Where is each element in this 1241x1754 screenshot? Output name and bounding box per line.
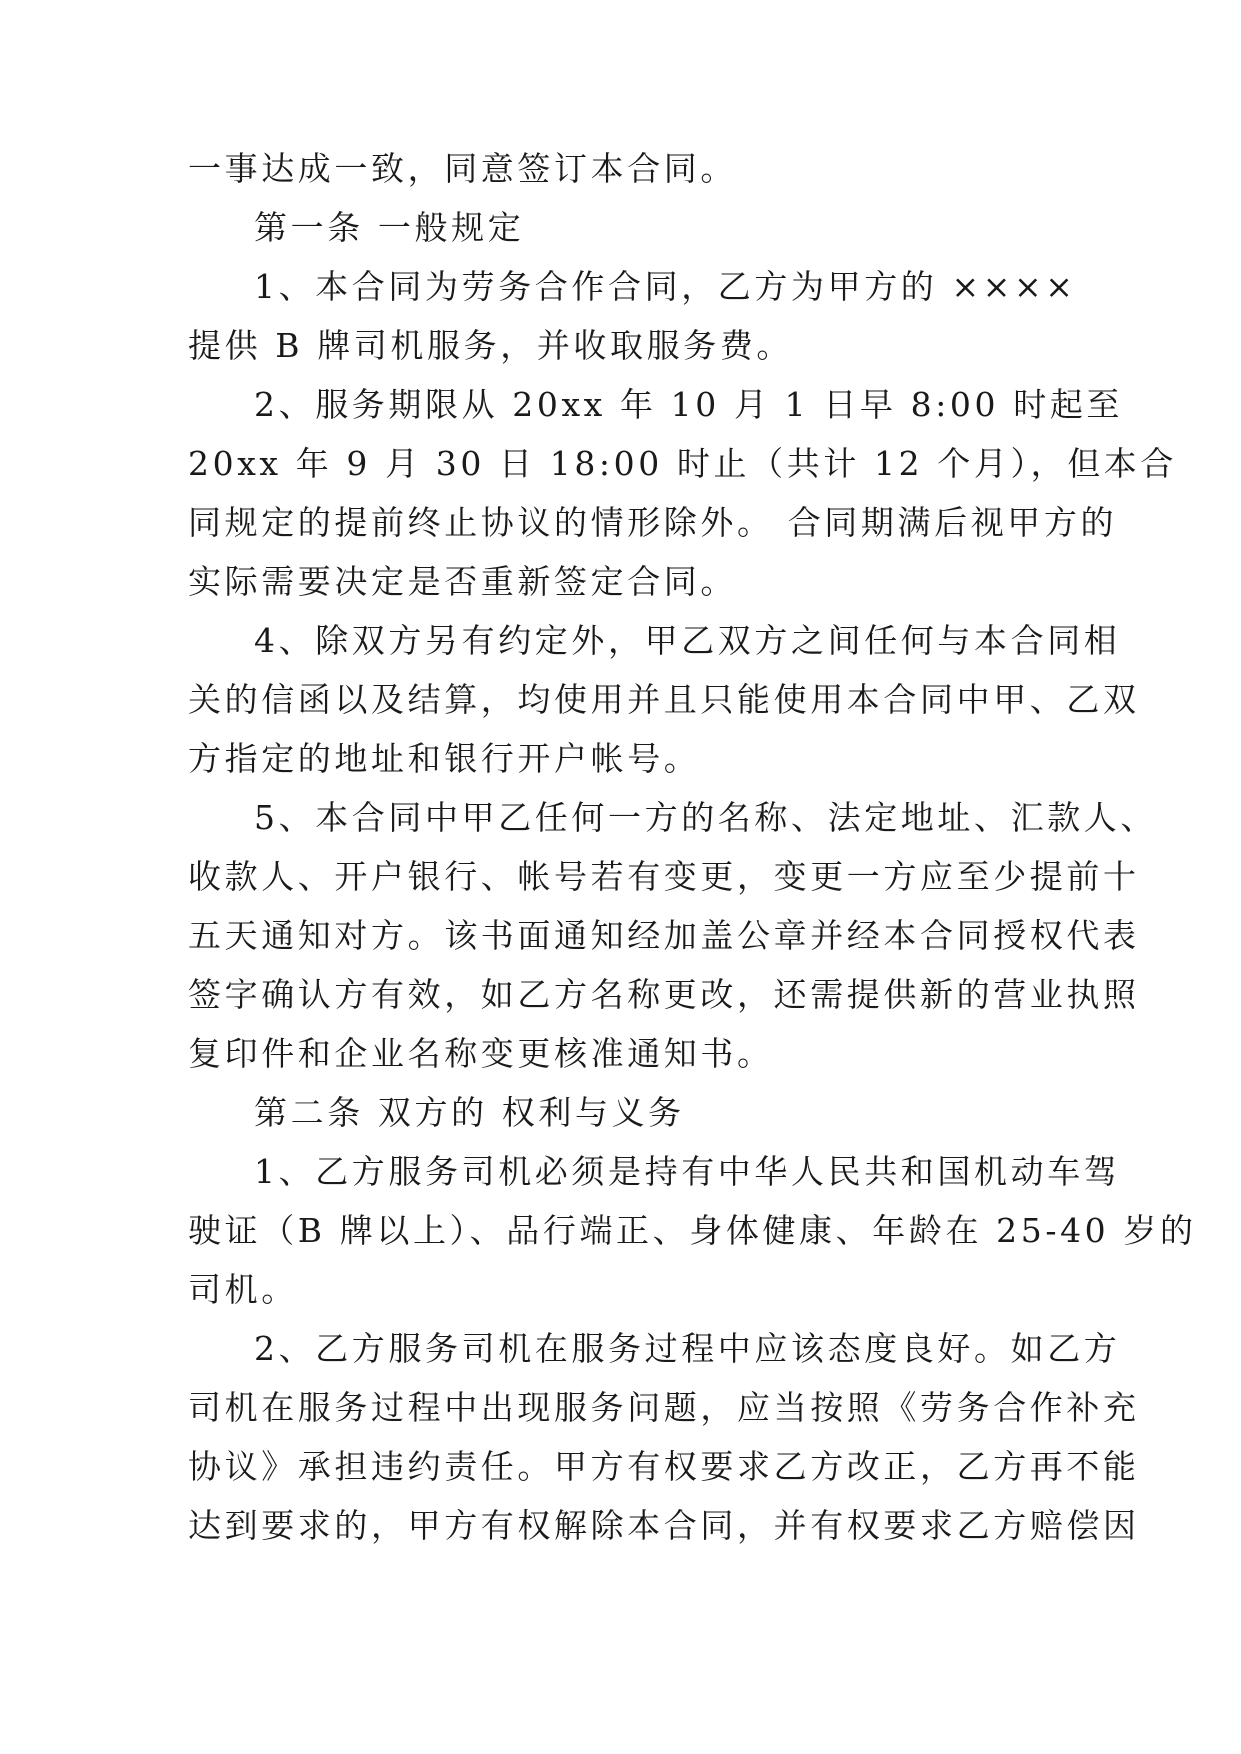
- text-line: 收款人、开户银行、帐号若有变更，变更一方应至少提前十: [188, 857, 1140, 896]
- text-line: 签字确认方有效，如乙方名称更改，还需提供新的营业执照: [188, 975, 1140, 1014]
- text-line: 1、本合同为劳务合作合同，乙方为甲方的 ××××: [254, 267, 1077, 306]
- text-line: 五天通知对方。该书面通知经加盖公章并经本合同授权代表: [188, 916, 1140, 955]
- text-line: 驶证（B 牌以上）、品行端正、身体健康、年龄在 25-40 岁的: [188, 1211, 1197, 1250]
- section-heading: 第一条 一般规定: [254, 208, 525, 247]
- text-line: 1、乙方服务司机必须是持有中华人民共和国机动车驾: [254, 1152, 1121, 1191]
- text-line: 同规定的提前终止协议的情形除外。 合同期满后视甲方的: [188, 503, 1118, 542]
- text-line: 复印件和企业名称变更核准通知书。: [188, 1034, 774, 1073]
- text-line: 5、本合同中甲乙任何一方的名称、法定地址、汇款人、: [254, 798, 1157, 837]
- text-line: 4、除双方另有约定外，甲乙双方之间任何与本合同相: [254, 621, 1121, 660]
- text-line: 一事达成一致，同意签订本合同。: [188, 149, 737, 188]
- text-line: 方指定的地址和银行开户帐号。: [188, 739, 701, 778]
- text-line: 达到要求的，甲方有权解除本合同，并有权要求乙方赔偿因: [188, 1506, 1140, 1545]
- text-line: 司机在服务过程中出现服务问题，应当按照《劳务合作补充: [188, 1388, 1140, 1427]
- text-line: 司机。: [188, 1270, 298, 1309]
- text-line: 实际需要决定是否重新签定合同。: [188, 562, 737, 601]
- text-line: 协议》承担违约责任。甲方有权要求乙方改正，乙方再不能: [188, 1447, 1140, 1486]
- text-line: 2、乙方服务司机在服务过程中应该态度良好。如乙方: [254, 1329, 1121, 1368]
- text-line: 提供 B 牌司机服务，并收取服务费。: [188, 326, 794, 365]
- text-line: 20xx 年 9 月 30 日 18:00 时止（共计 12 个月），但本合: [188, 444, 1177, 483]
- text-line: 2、服务期限从 20xx 年 10 月 1 日早 8:00 时起至: [254, 385, 1124, 424]
- section-heading: 第二条 双方的 权利与义务: [254, 1093, 685, 1132]
- text-line: 关的信函以及结算，均使用并且只能使用本合同中甲、乙双: [188, 680, 1140, 719]
